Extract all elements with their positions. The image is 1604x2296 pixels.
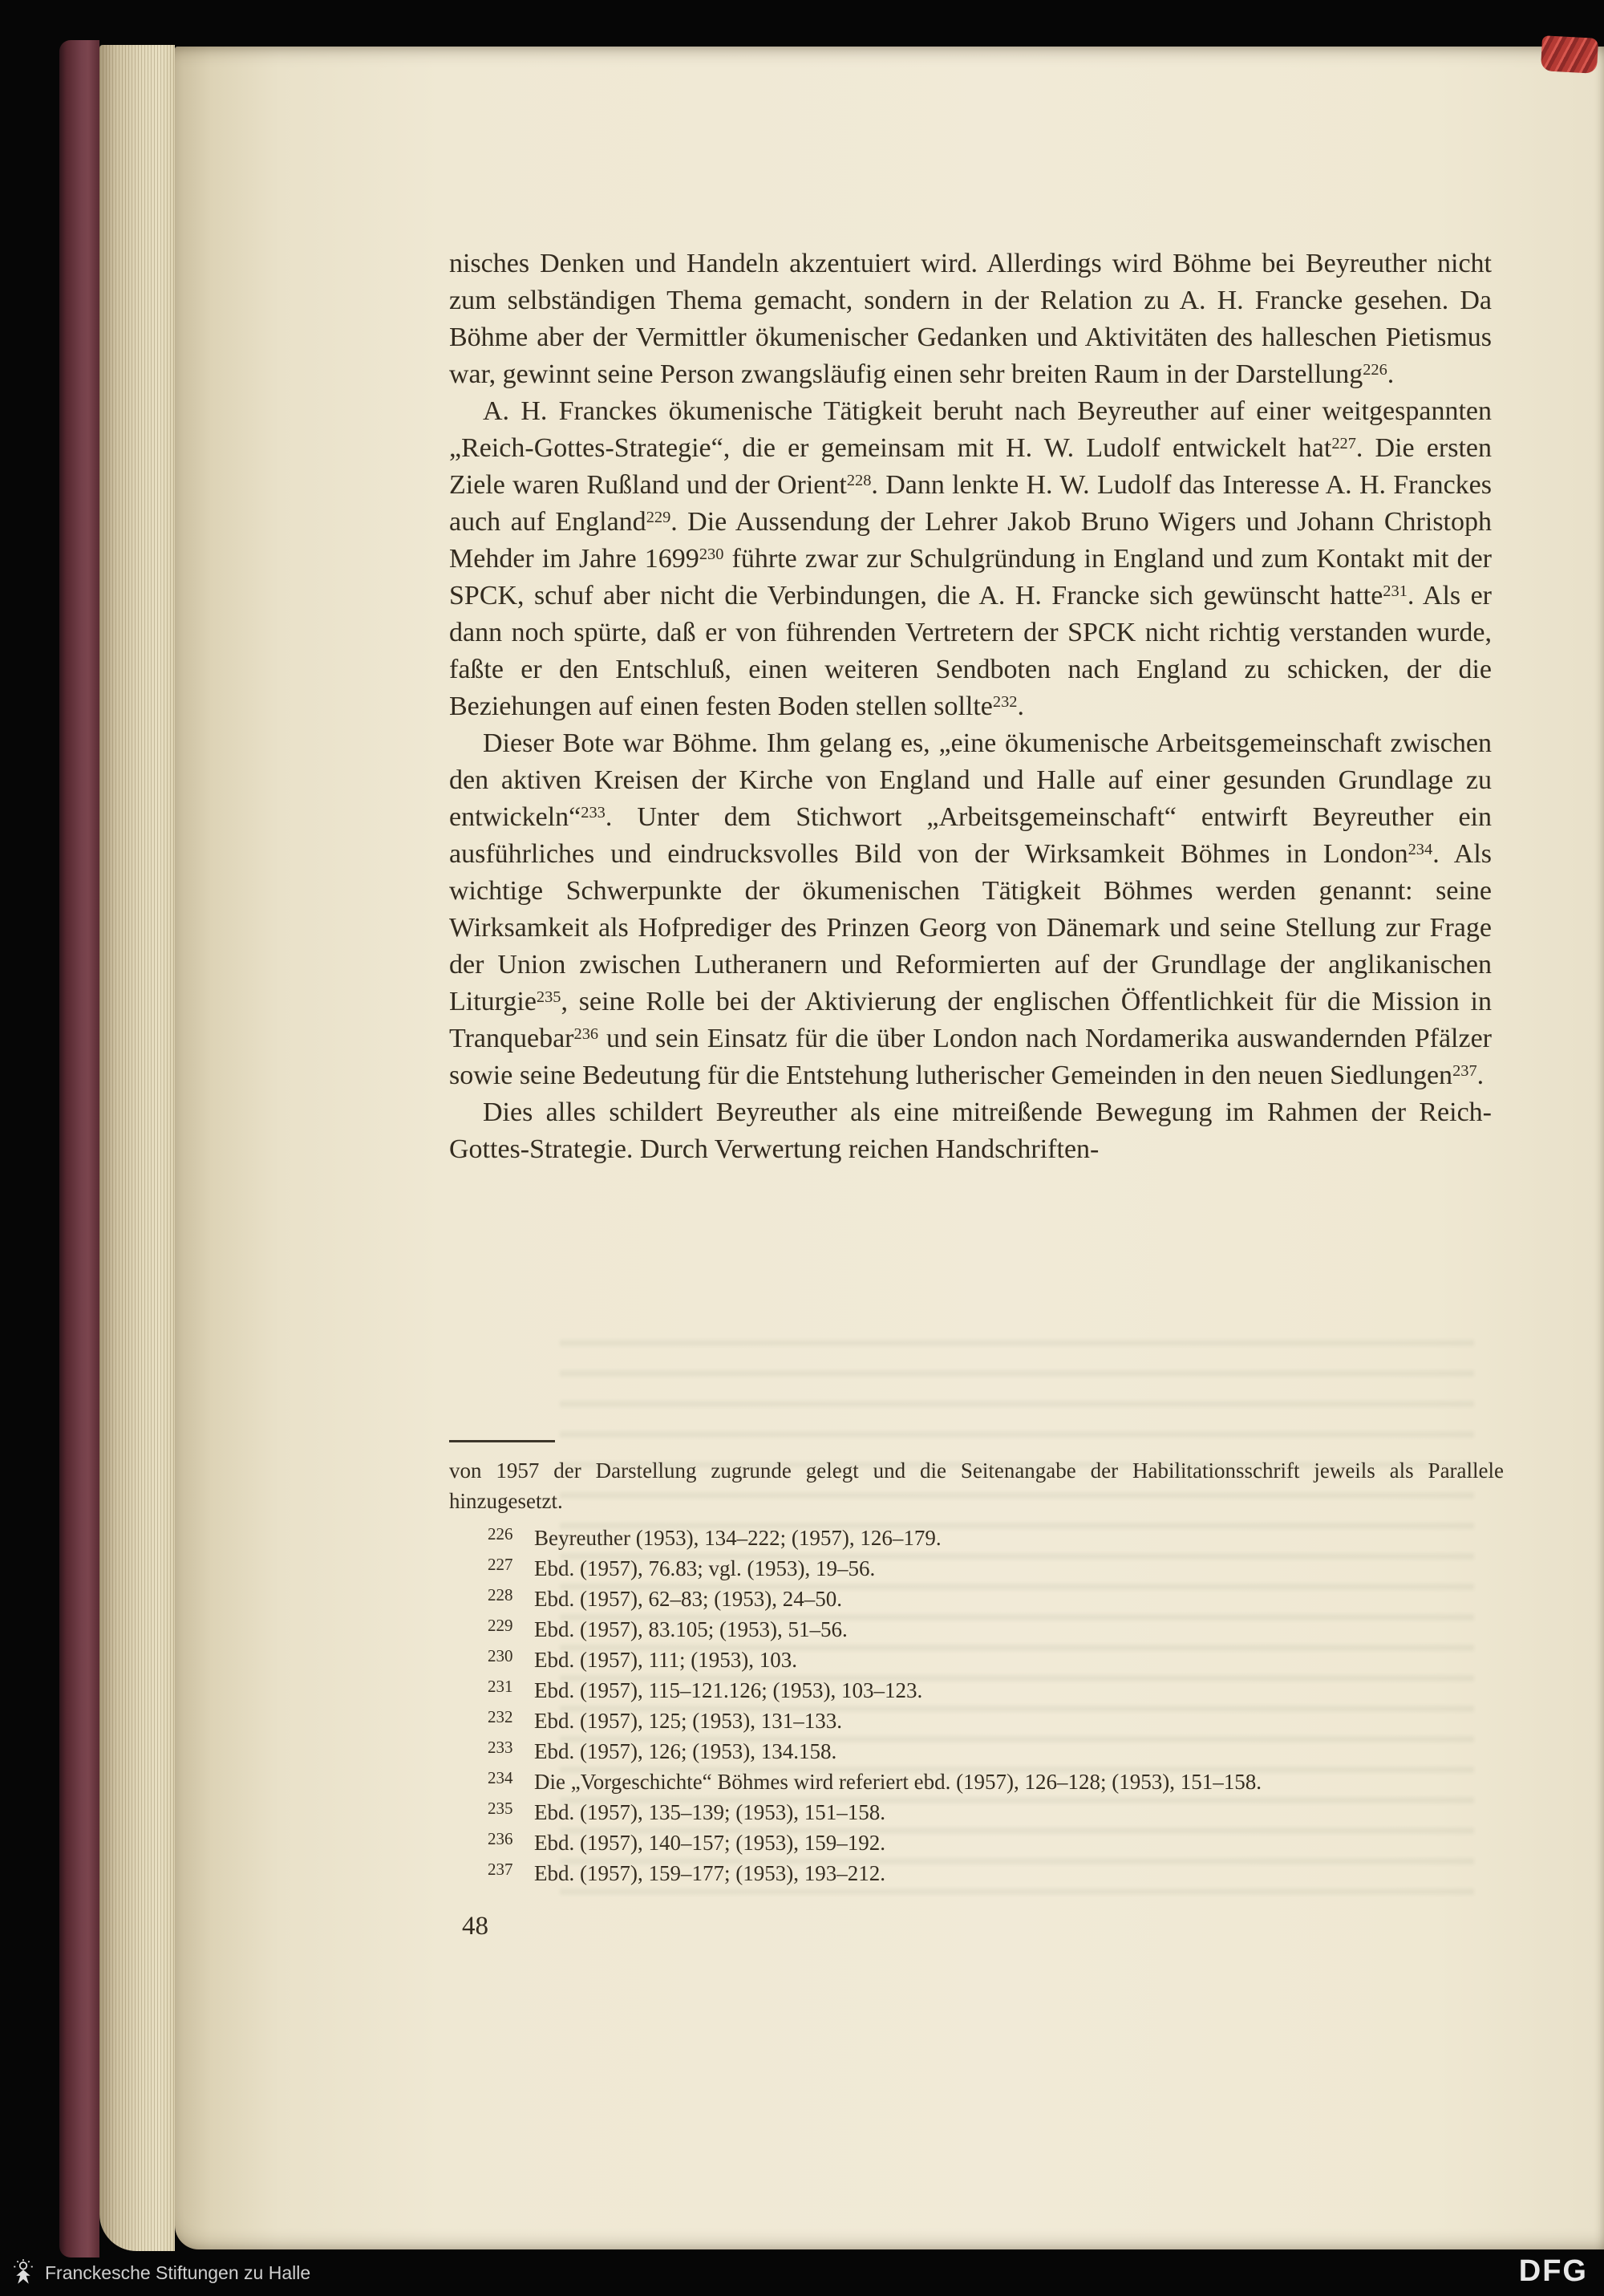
footnote-text: Ebd. (1957), 62–83; (1953), 24–50. (534, 1587, 842, 1611)
page-stack-edges (99, 45, 175, 2251)
dfg-logo: DFG (1518, 2254, 1588, 2288)
footnote-ref: 229 (646, 509, 671, 527)
footnote-text: Ebd. (1957), 126; (1953), 134.158. (534, 1739, 837, 1763)
footnote-text: Beyreuther (1953), 134–222; (1957), 126–179. (534, 1526, 942, 1550)
paragraph: Dies alles schildert Beyreuther als eine mitreißende Bewegung im Rahmen der Reich-Gottes-Strategie. Durch Verwertung reichen Handschriften- (449, 1097, 1492, 1164)
paragraph: nisches Denken und Handeln akzentuiert wird. Allerdings wird Böhme bei Beyreuther nicht zum selbständigen Thema gemacht, sondern in der Relation zu A. H. Francke gesehen. Da Böhme aber der Vermittler ökumenischer Gedanken und Aktivitäten des halleschen Pietismus war, gewinnt seine Person zwangsläufig einen sehr breiten Raum in der Darstellung$^{226}$. (449, 249, 1492, 389)
footnote: 227 Ebd. (1957), 76.83; vgl. (1953), 19–56. (488, 1555, 876, 1580)
footnote-text: Ebd. (1957), 159–177; (1953), 193–212. (534, 1861, 885, 1885)
paragraph: A. H. Franckes ökumenische Tätigkeit beruht nach Beyreuther auf einer weitgespannten „Reich-Gottes-Strategie“, die er gemeinsam mit H. W. Ludolf entwickelt hat$^{227}$. Die ersten Ziele waren Rußland und der Orient$^{228}$. Dann lenkte H. W. Ludolf das Interesse A. H. Franckes auch auf England$^{229}$. Die Aussendung der Lehrer Jakob Bruno Wigers und Johann Christoph Mehder im Jahre 1699$^{230}$ führte zwar zur Schulgründung in England und zum Kontakt mit der SPCK, schuf aber nicht die Verbindungen, die A. H. Francke sich gewünscht hatte$^{231}$. Als er dann noch spürte, daß er von führenden Vertretern der SPCK nicht richtig verstanden wurde, faßte er den Entschluß, einen weiteren Sendboten nach England zu schicken, der die Beziehungen auf einen festen Boden stellen sollte$^{232}$. (449, 396, 1493, 721)
footnote-ref: 228 (846, 472, 872, 490)
footnote-list (449, 1523, 1504, 1888)
footnote-ref: 233 (581, 804, 606, 822)
footnote-ref: 227 (1331, 435, 1356, 453)
footnote-ref: 232 (992, 693, 1018, 712)
footnote-text: Die „Vorgeschichte“ Böhmes wird referiert ebd. (1957), 126–128; (1953), 151–158. (534, 1770, 1262, 1794)
footnote-separator (449, 1440, 555, 1442)
footnote: 232 Ebd. (1957), 125; (1953), 131–133. (488, 1707, 842, 1733)
headband-ribbon-icon (1541, 35, 1598, 74)
footnote: 226 Beyreuther (1953), 134–222; (1957), 126–179. (488, 1524, 942, 1550)
footnote-text: Ebd. (1957), 140–157; (1953), 159–192. (534, 1831, 885, 1855)
paragraph: Dieser Bote war Böhme. Ihm gelang es, „eine ökumenische Arbeitsgemeinschaft zwischen den aktiven Kreisen der Kirche von England und Halle auf einer gesunden Grundlage zu entwickeln“$^{233}$. Unter dem Stichwort „Arbeitsgemeinschaft“ entwirft Beyreuther ein ausführliches und eindrucksvolles Bild von der Wirksamkeit Böhmes in London$^{234}$. Als wichtige Schwerpunkte der ökumenischen Tätigkeit Böhmes werden genannt: seine Wirksamkeit als Hofprediger des Prinzen Georg von Dänemark und seine Stellung zur Frage der Union zwischen Lutheranern und Reformierten auf der Grundlage der anglikanischen Liturgie$^{235}$, seine Rolle bei der Aktivierung der englischen Öffentlichkeit für die Mission in Tranquebar$^{236}$ und sein Einsatz für die über London nach Nordamerika auswandernden Pfälzer sowie seine Bedeutung für die Entstehung lutherischer Gemeinden in den neuen Siedlungen$^{237}$. (449, 728, 1493, 1090)
page-number: 48 (462, 1912, 488, 1941)
footnote: 236 Ebd. (1957), 140–157; (1953), 159–192. (488, 1829, 885, 1855)
footnote-ref: 231 (1383, 582, 1408, 601)
footnote: 228 Ebd. (1957), 62–83; (1953), 24–50. (488, 1585, 842, 1611)
footnote-ref: 234 (1408, 841, 1433, 859)
footnote-text: Ebd. (1957), 125; (1953), 131–133. (534, 1709, 842, 1733)
footnote-text: Ebd. (1957), 115–121.126; (1953), 103–123. (534, 1678, 923, 1702)
footnote-ref: 235 (536, 988, 561, 1007)
footnote: 237 Ebd. (1957), 159–177; (1953), 193–212. (488, 1860, 885, 1885)
footnote-ref: 230 (699, 546, 724, 564)
franckesche-stiftungen-label: Franckesche Stiftungen zu Halle (45, 2262, 311, 2283)
footnote: 235 Ebd. (1957), 135–139; (1953), 151–158. (488, 1799, 885, 1824)
footnote: 230 Ebd. (1957), 111; (1953), 103. (488, 1646, 797, 1672)
footnote-text: Ebd. (1957), 111; (1953), 103. (534, 1648, 797, 1672)
footnote-ref: 226 (1363, 361, 1387, 379)
footnote: 229 Ebd. (1957), 83.105; (1953), 51–56. (488, 1616, 848, 1641)
footnote-block (449, 1440, 1504, 1941)
franckesche-stiftungen-logo-icon (11, 2258, 35, 2287)
footnote-continuation: von 1957 der Darstellung zugrunde gelegt und die Seitenangabe der Habilitationsschrift jeweils als Parallele hinzugesetzt. (449, 1458, 1504, 1513)
footnote-text: Ebd. (1957), 83.105; (1953), 51–56. (534, 1617, 848, 1641)
footnote-text: Ebd. (1957), 76.83; vgl. (1953), 19–56. (534, 1556, 876, 1580)
body-text (449, 245, 1492, 1168)
footnote: 231 Ebd. (1957), 115–121.126; (1953), 103–123. (488, 1677, 923, 1702)
footnote: 234 Die „Vorgeschichte“ Böhmes wird referiert ebd. (1957), 126–128; (1953), 151–158. (488, 1768, 1262, 1794)
footnote-ref: 236 (573, 1025, 599, 1044)
book-cover-edge (59, 40, 99, 2257)
book-page (175, 47, 1604, 2249)
footnote-text: Ebd. (1957), 135–139; (1953), 151–158. (534, 1800, 885, 1824)
footnote: 233 Ebd. (1957), 126; (1953), 134.158. (488, 1738, 837, 1763)
footnote-ref: 237 (1452, 1062, 1477, 1081)
footer-left (11, 2254, 310, 2291)
